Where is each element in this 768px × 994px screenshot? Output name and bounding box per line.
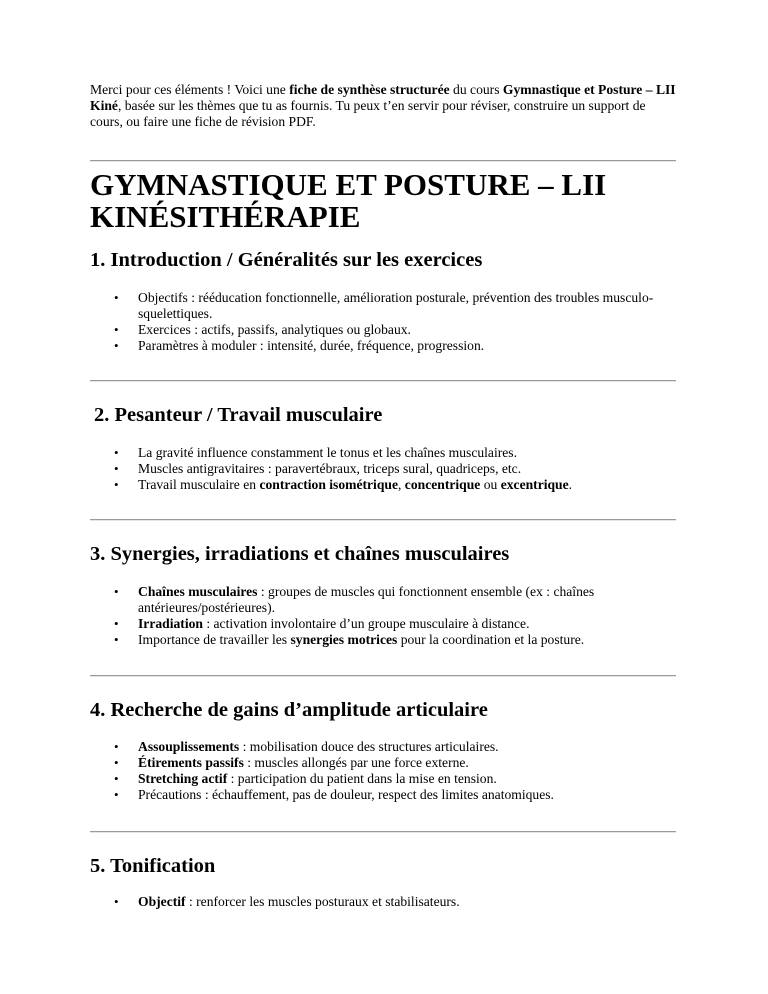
list-item-text: , [398, 477, 405, 492]
list-item-text: La gravité influence constamment le tonus et les chaînes musculaires. [138, 445, 517, 460]
list-item-text: : activation involontaire d’un groupe musculaire à distance. [202, 616, 530, 631]
list-item [90, 322, 676, 338]
list-item-text: : participation du patient dans la mise en tension. [227, 771, 497, 786]
list-item-text: Exercices : actifs, passifs, analytiques ou globaux. [138, 322, 411, 337]
list-item-bold: Étirements passifs [138, 755, 244, 770]
list-item-text: : renforcer les muscles posturaux et stabilisateurs. [185, 894, 460, 909]
list-item [90, 584, 676, 616]
divider [90, 519, 676, 521]
list-item-text: Paramètres à moduler : intensité, durée, fréquence, progression. [138, 338, 485, 353]
list-item [90, 445, 676, 461]
list-item [90, 616, 676, 632]
list-item-text: Importance de travailler les [138, 632, 291, 647]
list-item [90, 739, 676, 755]
intro-bold: Gymnastique et Posture – LII Kiné [90, 82, 676, 113]
divider [90, 831, 676, 833]
section-3-list [90, 584, 676, 648]
list-item-text: Travail musculaire en [138, 477, 260, 492]
list-item-text: pour la coordination et la posture. [397, 632, 585, 647]
list-item-text: : groupes de muscles qui fonctionnent ensemble (ex : chaînes antérieures/postérieures). [138, 584, 595, 615]
document-title: GYMNASTIQUE ET POSTURE – LII KINÉSITHÉRAPIE [90, 167, 607, 234]
list-item-bold: Irradiation [138, 616, 203, 631]
section-1-list [90, 290, 676, 354]
list-item-bold: Chaînes musculaires [138, 584, 258, 599]
section-heading-1: 1. Introduction / Généralités sur les exercices [90, 249, 483, 271]
list-item [90, 290, 676, 322]
list-item-bold: contraction isométrique [259, 477, 398, 492]
list-item [90, 477, 676, 493]
list-item [90, 338, 676, 354]
list-item-text: : muscles allongés par une force externe. [243, 755, 469, 770]
list-item-bold: concentrique [404, 477, 481, 492]
list-item-text: Précautions : échauffement, pas de douleur, respect des limites anatomiques. [138, 787, 554, 802]
divider [90, 675, 676, 677]
list-item-bold: synergies motrices [290, 632, 398, 647]
intro-text: du cours [449, 82, 503, 97]
list-item [90, 894, 676, 910]
list-item-text: Objectifs : rééducation fonctionnelle, amélioration posturale, prévention des troubles musculo-squelettiques. [138, 290, 654, 321]
list-item-bold: Assouplissements [138, 739, 240, 754]
section-heading-5: 5. Tonification [90, 855, 216, 877]
list-item-text: Muscles antigravitaires : paravertébraux, triceps sural, quadriceps, etc. [138, 461, 522, 476]
divider [90, 160, 676, 162]
list-item-bold: Stretching actif [138, 771, 228, 786]
list-item-text: . [568, 477, 573, 492]
list-item-bold: Objectif [138, 894, 186, 909]
section-4-list [90, 739, 676, 803]
divider [90, 380, 676, 382]
list-item [90, 771, 676, 787]
list-item [90, 632, 676, 648]
intro-paragraph [90, 82, 676, 130]
section-2-list [90, 445, 676, 493]
intro-bold: fiche de synthèse structurée [289, 82, 450, 97]
section-heading-4: 4. Recherche de gains d’amplitude articulaire [90, 699, 488, 721]
intro-text: , basée sur les thèmes que tu as fournis. Tu peux t’en servir pour réviser, construire un support de cours, ou faire une fiche de révision PDF. [90, 98, 646, 129]
list-item [90, 755, 676, 771]
section-5-list [90, 894, 676, 910]
intro-text: Merci pour ces éléments ! Voici une [90, 82, 290, 97]
list-item-bold: excentrique [500, 477, 569, 492]
list-item-text: ou [480, 477, 501, 492]
section-heading-3: 3. Synergies, irradiations et chaînes musculaires [90, 543, 510, 565]
section-heading-2: 2. Pesanteur / Travail musculaire [94, 404, 383, 426]
list-item [90, 461, 676, 477]
list-item [90, 787, 676, 803]
list-item-text: : mobilisation douce des structures articulaires. [239, 739, 499, 754]
